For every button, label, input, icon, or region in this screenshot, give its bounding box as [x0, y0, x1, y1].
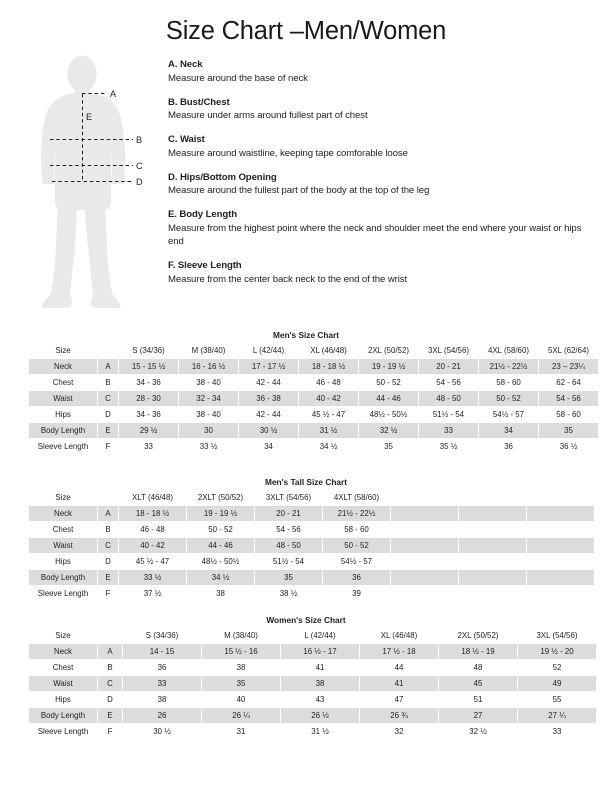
measurement-value: 45 ½ - 47 — [119, 554, 186, 569]
measurement-name: Hips — [29, 692, 97, 707]
size-column-header: 3XL (54/56) — [518, 628, 596, 643]
table-head — [29, 343, 598, 358]
size-column-header: S (34/36) — [123, 628, 201, 643]
measurement-value: 34 ½ — [187, 570, 254, 585]
legend-item-bust-chest — [168, 96, 588, 123]
measurement-value-empty — [527, 506, 594, 521]
measurement-value: 35 — [539, 423, 598, 438]
table-row — [29, 506, 594, 521]
measurement-value: 40 - 42 — [299, 391, 358, 406]
marker-label-a: A — [110, 89, 117, 99]
measurement-name: Hips — [29, 407, 97, 422]
measurement-value: 27 ¼ — [518, 708, 596, 723]
measurement-value: 46 - 48 — [119, 522, 186, 537]
measurement-value: 44 — [360, 660, 438, 675]
size-column-header: XLT (46/48) — [119, 490, 186, 505]
measurement-value: 27 — [439, 708, 517, 723]
measurement-value: 30 ½ — [123, 724, 201, 739]
measurement-value: 54½ - 57 — [479, 407, 538, 422]
measurement-value: 47 — [360, 692, 438, 707]
table-row — [29, 407, 598, 422]
size-column-header: L (42/44) — [281, 628, 359, 643]
measurement-code: E — [98, 423, 118, 438]
size-column-header: 3XLT (54/56) — [255, 490, 322, 505]
measurement-value: 36 — [323, 570, 390, 585]
measurement-value: 17 - 17 ½ — [239, 359, 298, 374]
measurement-value: 41 — [360, 676, 438, 691]
measurement-value-empty — [527, 554, 594, 569]
legend-description: Measure from the highest point where the neck and shoulder meet the end where your waist or hips end — [168, 222, 582, 247]
measurement-value: 33 — [518, 724, 596, 739]
measurement-value-empty — [459, 522, 526, 537]
measurement-value: 51½ - 54 — [255, 554, 322, 569]
size-header-label: Size — [29, 490, 97, 505]
measurement-name: Body Length — [29, 570, 97, 585]
size-column-header: 3XL (54/56) — [419, 343, 478, 358]
measurement-code: A — [98, 506, 118, 521]
table-header-row — [29, 490, 594, 505]
measurement-value: 40 - 42 — [119, 538, 186, 553]
size-column-header-empty — [391, 490, 458, 505]
measurement-value: 29 ½ — [119, 423, 178, 438]
measurement-value: 18 - 18 ½ — [119, 506, 186, 521]
measurement-name: Sleeve Length — [29, 586, 97, 601]
measurement-value: 45 — [439, 676, 517, 691]
chart-title: Men's Size Chart — [272, 330, 340, 340]
measurement-value: 54 - 56 — [539, 391, 598, 406]
measurement-value: 32 — [360, 724, 438, 739]
table-row — [29, 423, 598, 438]
measurement-value: 30 — [179, 423, 238, 438]
measurement-value: 62 - 64 — [539, 375, 598, 390]
measurement-value: 35 ½ — [419, 439, 478, 454]
size-column-header: M (38/40) — [202, 628, 280, 643]
measurement-name: Neck — [29, 506, 97, 521]
measurement-value: 36 — [123, 660, 201, 675]
table-body — [29, 506, 594, 601]
measurement-value: 35 — [202, 676, 280, 691]
measurement-value: 19 - 19 ½ — [187, 506, 254, 521]
measurement-value-empty — [527, 570, 594, 585]
measurement-name: Sleeve Length — [29, 724, 97, 739]
measurement-value: 26 ¼ — [202, 708, 280, 723]
table-row — [29, 724, 596, 739]
table-body — [29, 644, 596, 739]
measurement-value: 26 — [123, 708, 201, 723]
size-header-code — [98, 490, 118, 505]
measurement-value: 34 — [239, 439, 298, 454]
size-column-header: XL (46/48) — [360, 628, 438, 643]
measurement-code: C — [98, 391, 118, 406]
measurement-code: F — [98, 724, 122, 739]
legend-item-body-length — [168, 208, 588, 249]
mens-size-chart — [0, 330, 612, 455]
measurement-value: 30 ½ — [239, 423, 298, 438]
measurement-value: 35 — [359, 439, 418, 454]
legend-term: A. Neck — [168, 59, 203, 70]
measurement-value: 18 ½ - 19 — [439, 644, 517, 659]
table-row — [29, 660, 596, 675]
measurement-value: 26 ½ — [281, 708, 359, 723]
page-title: Size Chart –Men/Women — [165, 17, 447, 45]
size-column-header: M (38/40) — [179, 343, 238, 358]
measurement-name: Body Length — [29, 423, 97, 438]
measurement-value: 38 — [187, 586, 254, 601]
measurement-value: 36 — [479, 439, 538, 454]
measurement-name: Neck — [29, 644, 97, 659]
legend-item-sleeve-length — [168, 259, 588, 286]
table-row — [29, 538, 594, 553]
measurement-value: 39 — [323, 586, 390, 601]
size-column-header-empty — [459, 490, 526, 505]
measurement-value: 20 - 21 — [255, 506, 322, 521]
table-row — [29, 570, 594, 585]
size-column-header: 2XLT (50/52) — [187, 490, 254, 505]
measurement-value-empty — [391, 538, 458, 553]
size-column-header: 2XL (50/52) — [359, 343, 418, 358]
measurement-code: D — [98, 554, 118, 569]
size-column-header: 4XL (58/60) — [479, 343, 538, 358]
measurement-value: 33 — [123, 676, 201, 691]
size-table — [28, 627, 597, 740]
size-column-header: 4XLT (58/60) — [323, 490, 390, 505]
measurement-value: 58 - 60 — [323, 522, 390, 537]
body-measurement-diagram — [30, 50, 170, 312]
measurement-code: A — [98, 359, 118, 374]
chart-title: Women's Size Chart — [266, 615, 346, 625]
table-head — [29, 628, 596, 643]
measurement-value: 50 - 52 — [359, 375, 418, 390]
legend-term: E. Body Length — [168, 209, 237, 220]
measurement-value: 50 - 52 — [479, 391, 538, 406]
measurement-name: Waist — [29, 391, 97, 406]
size-table — [28, 489, 595, 602]
measurement-name: Hips — [29, 554, 97, 569]
size-header-code — [98, 343, 118, 358]
table-row — [29, 375, 598, 390]
measurement-value: 26 ¾ — [360, 708, 438, 723]
size-header-label: Size — [29, 628, 97, 643]
measurement-value: 31 ½ — [281, 724, 359, 739]
measurement-value: 58 - 60 — [479, 375, 538, 390]
measurement-value: 48½ - 50½ — [187, 554, 254, 569]
measurement-value: 16 - 16 ½ — [179, 359, 238, 374]
measurement-value: 35 — [255, 570, 322, 585]
table-row — [29, 554, 594, 569]
womens-size-chart — [0, 615, 612, 740]
measurement-value: 15 ½ - 16 — [202, 644, 280, 659]
measurement-value: 34 - 36 — [119, 375, 178, 390]
measurement-name: Neck — [29, 359, 97, 374]
measurement-value: 28 - 30 — [119, 391, 178, 406]
measurement-code: B — [98, 522, 118, 537]
measurement-value: 38 ½ — [255, 586, 322, 601]
measurement-name: Waist — [29, 676, 97, 691]
measurement-value: 21½ - 22½ — [479, 359, 538, 374]
measurement-code: B — [98, 660, 122, 675]
measurement-value: 19 - 19 ½ — [359, 359, 418, 374]
measurement-value: 32 ½ — [359, 423, 418, 438]
marker-label-b: B — [136, 135, 143, 145]
measurement-value: 36 ½ — [539, 439, 598, 454]
table-header-row — [29, 343, 598, 358]
measurement-value: 33 — [119, 439, 178, 454]
measurement-value: 48 — [439, 660, 517, 675]
measurement-value: 37 ½ — [119, 586, 186, 601]
legend-term: D. Hips/Bottom Opening — [168, 171, 277, 183]
measurement-value: 49 — [518, 676, 596, 691]
measurement-value-empty — [459, 506, 526, 521]
measurement-name: Chest — [29, 660, 97, 675]
measurement-value: 34 ½ — [299, 439, 358, 454]
table-header-row — [29, 628, 596, 643]
size-column-header: L (42/44) — [239, 343, 298, 358]
measurement-value: 40 — [202, 692, 280, 707]
legend-description: Measure under arms around fullest part of chest — [168, 110, 368, 121]
measurement-value: 20 - 21 — [419, 359, 478, 374]
table-row — [29, 692, 596, 707]
size-column-header: XL (46/48) — [299, 343, 358, 358]
measurement-value: 52 — [518, 660, 596, 675]
measurement-value: 44 - 46 — [359, 391, 418, 406]
measurement-value: 54½ - 57 — [323, 554, 390, 569]
measurement-value: 50 - 52 — [187, 522, 254, 537]
measurement-value-empty — [459, 538, 526, 553]
measurement-value: 19 ½ - 20 — [518, 644, 596, 659]
measurement-code: F — [98, 439, 118, 454]
legend-item-neck — [168, 58, 588, 85]
measurement-value: 18 - 18 ½ — [299, 359, 358, 374]
table-row — [29, 359, 598, 374]
measurement-value: 51½ - 54 — [419, 407, 478, 422]
measurement-code: C — [98, 676, 122, 691]
measurement-value: 38 — [281, 676, 359, 691]
measurement-value: 38 — [123, 692, 201, 707]
table-body — [29, 359, 598, 454]
measurement-value: 36 - 38 — [239, 391, 298, 406]
table-row — [29, 586, 594, 601]
size-column-header: 2XL (50/52) — [439, 628, 517, 643]
measurement-value: 16 ½ - 17 — [281, 644, 359, 659]
measurement-value: 38 — [202, 660, 280, 675]
measurement-value: 43 — [281, 692, 359, 707]
measurement-value: 55 — [518, 692, 596, 707]
marker-label-d: D — [136, 177, 143, 187]
table-row — [29, 391, 598, 406]
measurement-code: A — [98, 644, 122, 659]
measurement-value: 17 ½ - 18 — [360, 644, 438, 659]
measurement-value: 48 - 50 — [255, 538, 322, 553]
measurement-name: Chest — [29, 522, 97, 537]
legend-description: Measure from the center back neck to the end of the wrist — [168, 273, 408, 285]
measurement-value-empty — [391, 554, 458, 569]
measurement-value-empty — [459, 554, 526, 569]
measurement-value: 14 - 15 — [123, 644, 201, 659]
measurement-value: 34 - 36 — [119, 407, 178, 422]
measurement-code: E — [98, 708, 122, 723]
table-row — [29, 644, 596, 659]
measurement-value: 54 - 56 — [419, 375, 478, 390]
measurement-value: 50 - 52 — [323, 538, 390, 553]
measurement-value-empty — [391, 522, 458, 537]
marker-label-e: E — [86, 112, 93, 122]
measurement-value: 45 ½ - 47 — [299, 407, 358, 422]
size-header-code — [98, 628, 122, 643]
measurement-value: 33 — [419, 423, 478, 438]
measurement-code: F — [98, 586, 118, 601]
measurement-code: E — [98, 570, 118, 585]
size-header-label: Size — [29, 343, 97, 358]
marker-label-c: C — [136, 161, 143, 171]
measurement-value: 38 - 40 — [179, 407, 238, 422]
measurement-value: 48½ - 50½ — [359, 407, 418, 422]
measurement-value: 48 - 50 — [419, 391, 478, 406]
measurement-name: Body Length — [29, 708, 97, 723]
measurement-value: 32 ½ — [439, 724, 517, 739]
measurement-value: 42 - 44 — [239, 375, 298, 390]
measurement-name: Chest — [29, 375, 97, 390]
measurement-value: 21½ - 22½ — [323, 506, 390, 521]
measurement-guide-section — [0, 44, 612, 312]
measurement-value: 32 - 34 — [179, 391, 238, 406]
measurement-value-empty — [527, 538, 594, 553]
measurement-code: B — [98, 375, 118, 390]
measurement-value: 46 - 48 — [299, 375, 358, 390]
table-row — [29, 708, 596, 723]
legend-term: B. Bust/Chest — [168, 96, 230, 108]
measurement-value: 33 ½ — [119, 570, 186, 585]
table-head — [29, 490, 594, 505]
size-table — [28, 342, 599, 455]
measurement-value: 51 — [439, 692, 517, 707]
size-column-header: S (34/36) — [119, 343, 178, 358]
measurement-value: 58 - 60 — [539, 407, 598, 422]
measurement-code: C — [98, 538, 118, 553]
measurement-value: 33 ½ — [179, 439, 238, 454]
measurement-value: 42 - 44 — [239, 407, 298, 422]
measurement-code: D — [98, 692, 122, 707]
legend-term: C. Waist — [168, 134, 205, 145]
chart-title: Men's Tall Size Chart — [264, 477, 348, 487]
legend-description: Measure around the base of neck — [168, 72, 308, 84]
measurement-name: Sleeve Length — [29, 439, 97, 454]
measurement-value: 54 - 56 — [255, 522, 322, 537]
measurement-legend — [168, 58, 588, 297]
measurement-name: Waist — [29, 538, 97, 553]
legend-description: Measure around waistline, keeping tape comforable loose — [168, 147, 408, 159]
table-row — [29, 676, 596, 691]
table-row — [29, 522, 594, 537]
legend-item-hips-bottom-opening — [168, 171, 588, 198]
measurement-value-empty — [391, 570, 458, 585]
size-column-header-empty — [527, 490, 594, 505]
measurement-value-empty — [459, 570, 526, 585]
measurement-value: 41 — [281, 660, 359, 675]
measurement-value-empty — [527, 586, 594, 601]
male-body-silhouette-icon — [30, 50, 170, 312]
size-column-header: 5XL (62/64) — [539, 343, 598, 358]
measurement-code: D — [98, 407, 118, 422]
measurement-value-empty — [391, 586, 458, 601]
measurement-value-empty — [527, 522, 594, 537]
mens-tall-size-chart — [0, 477, 612, 602]
measurement-value: 34 — [479, 423, 538, 438]
measurement-value: 23 – 23¼ — [539, 359, 598, 374]
measurement-value-empty — [459, 586, 526, 601]
measurement-value: 31 ½ — [299, 423, 358, 438]
measurement-value: 15 - 15 ½ — [119, 359, 178, 374]
measurement-value: 38 - 40 — [179, 375, 238, 390]
measurement-value: 44 - 46 — [187, 538, 254, 553]
legend-term: F. Sleeve Length — [168, 260, 242, 271]
measurement-value: 31 — [202, 724, 280, 739]
measurement-value-empty — [391, 506, 458, 521]
legend-item-waist — [168, 133, 588, 160]
legend-description: Measure around the fullest part of the body at the top of the leg — [168, 185, 430, 196]
table-row — [29, 439, 598, 454]
